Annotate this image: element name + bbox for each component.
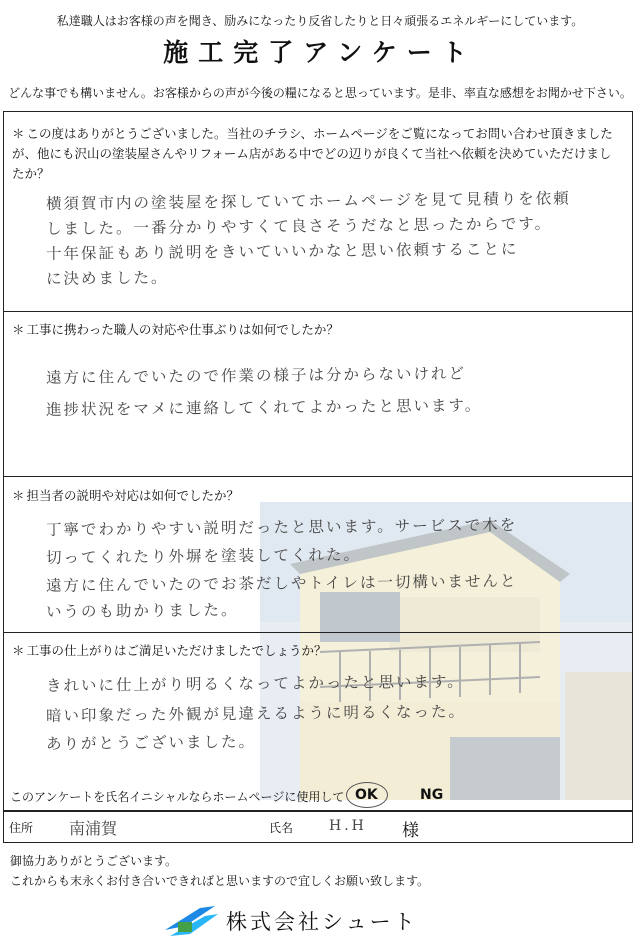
question-4-text: 工事の仕上がりはご満足いただけましたでしょうか？: [26, 643, 327, 658]
answer-1-line-3: 十年保証もあり説明をきいていいかなと思い依頼することに: [45, 240, 519, 263]
company-logo-icon: [160, 900, 220, 940]
name-label: 氏名: [269, 821, 294, 835]
name-value: H.H: [329, 818, 367, 834]
consent-text: このアンケートを氏名イニシャルならホームページに使用して: [10, 790, 345, 804]
thanks-line-1: 御協力ありがとうございます。: [10, 854, 178, 868]
company-name: 株式会社シュート: [226, 910, 418, 934]
ok-option[interactable]: OK: [355, 787, 378, 803]
answer-4-line-3: ありがとうございました。: [45, 732, 257, 753]
customer-info-row: [3, 811, 633, 843]
bullet-star-icon: ＊: [12, 126, 25, 141]
question-3: [12, 486, 239, 506]
question-1: [12, 124, 622, 184]
question-3-text: 担当者の説明や対応は如何でしたか？: [26, 488, 240, 503]
answer-1-line-4: に決めました。: [45, 268, 169, 288]
address-label: 住所: [9, 821, 34, 835]
bullet-star-icon: ＊: [12, 643, 25, 658]
answer-3-line-3: 遠方に住んでいたのでお茶だしやトイレは一切構いませんと: [45, 572, 518, 595]
answer-2-line-2: 進捗状況をマメに連絡してくれてよかったと思います。: [45, 396, 483, 419]
section-divider: [4, 632, 632, 633]
subtitle-text: どんな事でも構いません。お客様からの声が今後の糧になると思っています。是非、率直な感想をお聞かせ下さい。: [8, 86, 632, 100]
ng-option[interactable]: NG: [420, 787, 444, 803]
address-value: 南浦賀: [69, 819, 118, 838]
question-1-text: この度はありがとうございました。当社のチラシ、ホームページをご覧になってお問い合わせ頂きましたが、他にも沢山の塗装屋さんやリフォーム店がある中でどの辺りが良くて当社へ依頼を決めていただけましたか？: [12, 126, 613, 181]
question-4: [12, 641, 327, 661]
intro-text: 私達職人はお客様の声を聞き、励みになったり反省したりと日々頑張るエネルギーにしています。: [56, 14, 584, 28]
page-title: 施工完了アンケート: [163, 38, 477, 67]
bullet-star-icon: ＊: [12, 322, 25, 337]
answer-1-line-1: 横須賀市内の塗装屋を探していてホームページを見て見積りを依頼: [45, 189, 571, 213]
section-divider: [4, 311, 632, 312]
bullet-star-icon: ＊: [12, 488, 25, 503]
answer-3-line-1: 丁寧でわかりやすい説明だったと思います。サービスで木を: [45, 516, 518, 539]
answer-3-line-4: いうのも助かりました。: [45, 600, 239, 621]
answer-1-line-2: しました。一番分かりやすくて良さそうだなと思ったからです。: [45, 214, 553, 238]
answer-3-line-2: 切ってくれたり外塀を塗装してくれた。: [45, 545, 362, 567]
answer-2-line-1: 遠方に住んでいたので作業の様子は分からないけれど: [45, 364, 467, 387]
answer-4-line-2: 暗い印象だった外観が見違えるように明るくなった。: [45, 702, 467, 725]
honorific: 様: [402, 821, 419, 841]
question-2-text: 工事に携わった職人の対応や仕事ぶりは如何でしたか？: [26, 322, 339, 337]
thanks-line-2: これからも末永くお付き合いできればと思いますので宜しくお願い致します。: [10, 874, 430, 888]
question-2: [12, 320, 339, 340]
survey-frame: [3, 111, 633, 811]
section-divider: [4, 476, 632, 477]
answer-4-line-1: きれいに仕上がり明るくなってよかったと思います。: [45, 672, 465, 695]
